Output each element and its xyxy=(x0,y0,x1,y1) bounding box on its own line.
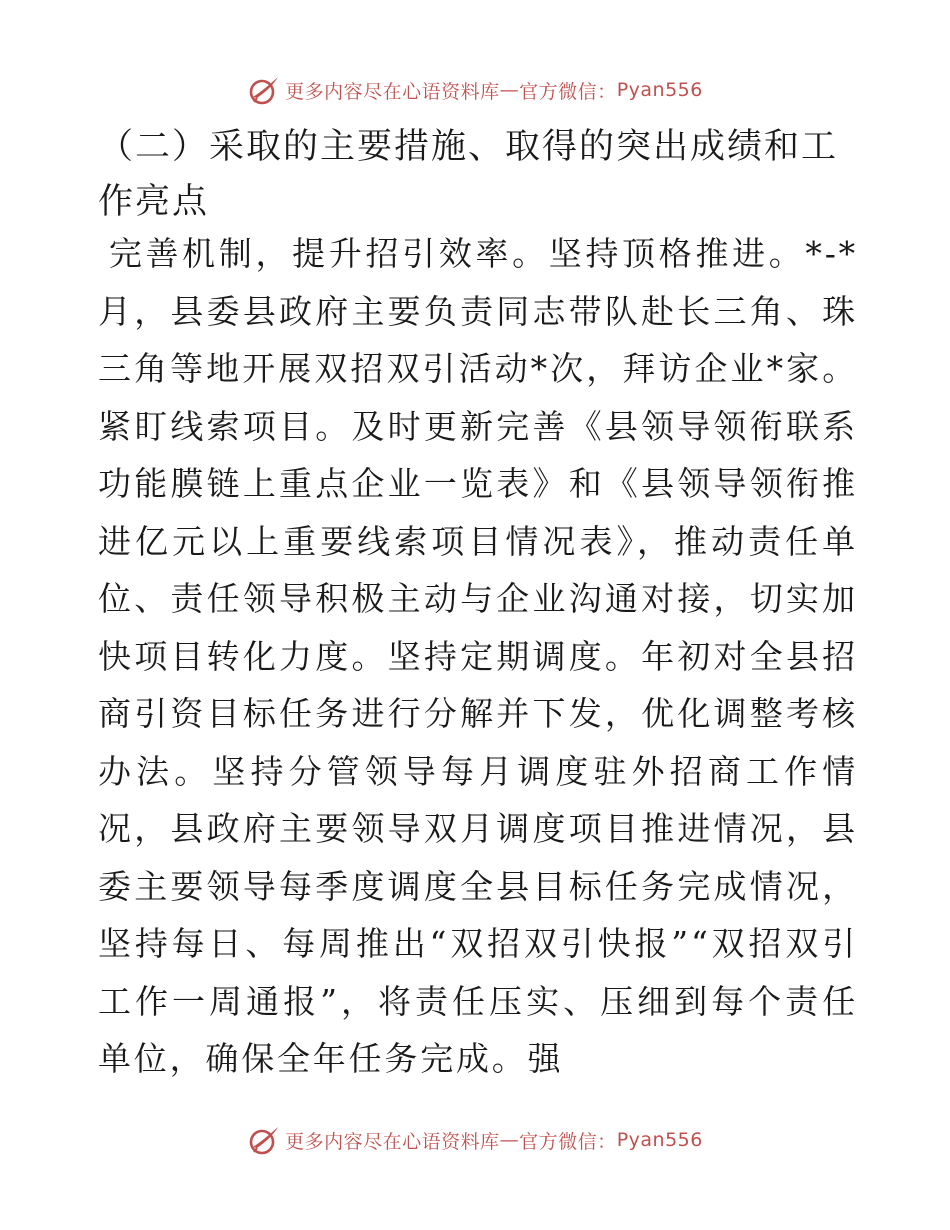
watermark-wechat-id: Pyan556 xyxy=(616,79,703,101)
section-heading-text: （二）采取的主要措施、取得的突出成绩和工作亮点 xyxy=(98,127,839,222)
watermark-separator: — xyxy=(499,1129,520,1151)
quill-logo-icon xyxy=(247,1123,281,1157)
watermark-separator: — xyxy=(499,79,520,101)
body-paragraph xyxy=(98,225,858,1088)
watermark-main-text: 更多内容尽在心语资料库 xyxy=(285,80,500,103)
section-heading xyxy=(98,120,858,230)
watermark-wechat-id: Pyan556 xyxy=(616,1129,703,1151)
watermark-main-text: 更多内容尽在心语资料库 xyxy=(285,1130,500,1153)
header-watermark xyxy=(0,70,950,110)
quill-logo-icon xyxy=(247,73,281,107)
watermark-wechat-label: 官方微信： xyxy=(519,80,617,103)
body-paragraph-text: 完善机制，提升招引效率。坚持顶格推进。*-*月，县委县政府主要负责同志带队赴长三角、珠三角等地开展双招双引活动*次，拜访企业*家。紧盯线索项目。及时更新完善《县领导领衔联系功能膜链上重点企业一览表》和《县领导领衔推进亿元以上重要线索项目情况表》，推动责任单位、责任领导积极主动与企业沟通对接，切实加快项目转化力度。坚持定期调度。年初对全县招商引资目标任务进行分解并下发，优化调整考核办法。坚持分管领导每月调度驻外招商工作情况，县政府主要领导双月调度项目推进情况，县委主要领导每季度调度全县目标任务完成情况，坚持每日、每周推出“双招双引快报”“双招双引工作一周通报”，将责任压实、压细到每个责任单位，确保全年任务完成。强 xyxy=(98,234,858,1078)
footer-watermark xyxy=(0,1120,950,1160)
watermark-wechat-label: 官方微信： xyxy=(519,1130,617,1153)
